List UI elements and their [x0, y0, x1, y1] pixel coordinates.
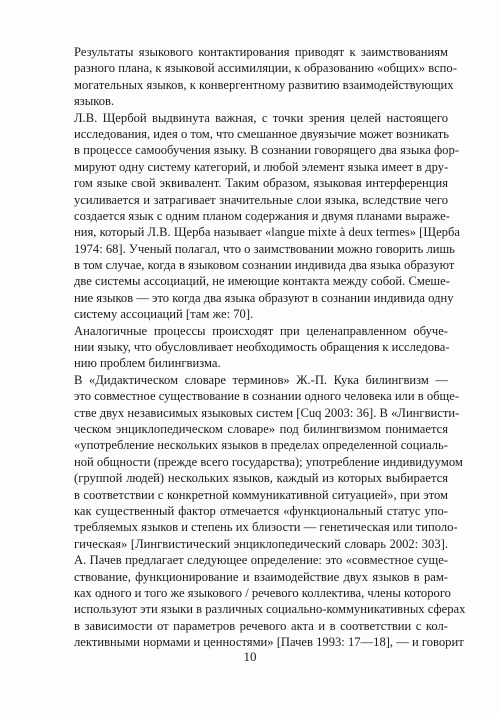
text-line: ной общности (прежде всего государства); употребление индивидуумом [74, 454, 463, 469]
text-line: в том случае, когда в языковом сознании индивида два языка образуют [74, 258, 455, 273]
text-line: (группой людей) нескольких языков, каждый из которых выбирается [74, 471, 448, 486]
paragraph-3 [56, 323, 448, 372]
text-line: мируют одну систему категорий, и любой элемент языка имеет в дру- [74, 159, 449, 174]
text-line: исследования, идея о том, что смешанное двуязычие может возникать [74, 126, 450, 141]
text-line: лективными нормами и ценностями» [Пачев 1993: 17—18], — и говорит [74, 635, 464, 650]
text-line: Результаты языкового контактирования приводят к заимствованиям [74, 45, 448, 59]
body-text [56, 44, 466, 650]
text-line: в процессе самообучения языку. В сознании говорящего два языка фор- [74, 143, 459, 158]
text-line: Аналогичные процессы происходят при целенаправленном обуче- [74, 323, 448, 338]
text-line: В «Дидактическом словаре терминов» Ж.-П. Кука билингвизм — [74, 372, 448, 387]
text-line: создается язык с одним планом содержания и двумя планами выраже- [74, 208, 450, 223]
text-line: гическая» [Лингвистический энциклопедический словарь 2002: 303]. [74, 536, 448, 551]
text-line: нию проблем билингвизма. [74, 356, 221, 371]
text-line: нии языку, что обусловливает необходимость обращения к исследова- [74, 340, 450, 355]
text-line: могательных языков, к конвергентному развитию взаимодействующих [74, 77, 454, 92]
text-line: ние языков — это когда два языка образуют в сознании индивида одну [74, 290, 454, 305]
text-line: две системы ассоциаций, не имеющие контакта между собой. Смеше- [74, 274, 450, 289]
text-line: А. Пачев предлагает следующее определение: это «совместное суще- [74, 553, 448, 568]
text-line: ствование, функционирование и взаимодействие двух языков в рам- [74, 569, 448, 584]
text-line: в зависимости от параметров речевого акта и в соответствии с кол- [74, 618, 448, 633]
paragraph-2 [56, 110, 460, 323]
text-line: гом языке свой эквивалент. Таким образом, языковая интерференция [74, 176, 448, 191]
text-line: ках одного и того же языкового / речевого коллектива, члены которого [74, 585, 451, 600]
text-line: Л.В. Щербой выдвинута важная, с точки зрения целей настоящего [74, 110, 448, 125]
page-number: 10 [243, 649, 257, 664]
paragraph-1 [56, 44, 457, 110]
text-line: языков. [74, 94, 115, 109]
text-line: стве двух независимых языковых систем [Cuq 2003: 36]. В «Лингвисти- [74, 405, 460, 420]
text-line: как существенный фактор отмечается «функциональный статус упо- [74, 503, 448, 518]
text-line: 1974: 68]. Ученый полагал, что о заимствовании можно говорить лишь [74, 241, 455, 256]
text-line: требляемых языков и степень их близости — генетическая или типоло- [74, 520, 458, 535]
text-line: «употребление нескольких языков в пределах определенной социаль- [74, 438, 448, 453]
text-line: ния, который Л.В. Щерба называет «langue mixte à deux termes» [Щерба [74, 225, 460, 240]
text-line: в соответствии с конкретной коммуникативной ситуацией», при этом [74, 487, 448, 502]
paragraph-4 [56, 372, 466, 651]
text-line: усиливается и затрагивает значительные слои языка, вследствие чего [74, 192, 448, 207]
text-line: ческом энциклопедическом словаре» под билингвизмом понимается [74, 421, 448, 436]
text-line: используют эти языки в различных социально-коммуникативных сферах [74, 602, 466, 617]
text-line: систему ассоциаций [там же: 70]. [74, 307, 254, 322]
text-line: разного плана, к языковой ассимиляции, к образованию «общих» вспо- [74, 61, 457, 76]
text-line: это совместное существование в сознании одного человека или в обще- [74, 389, 460, 404]
